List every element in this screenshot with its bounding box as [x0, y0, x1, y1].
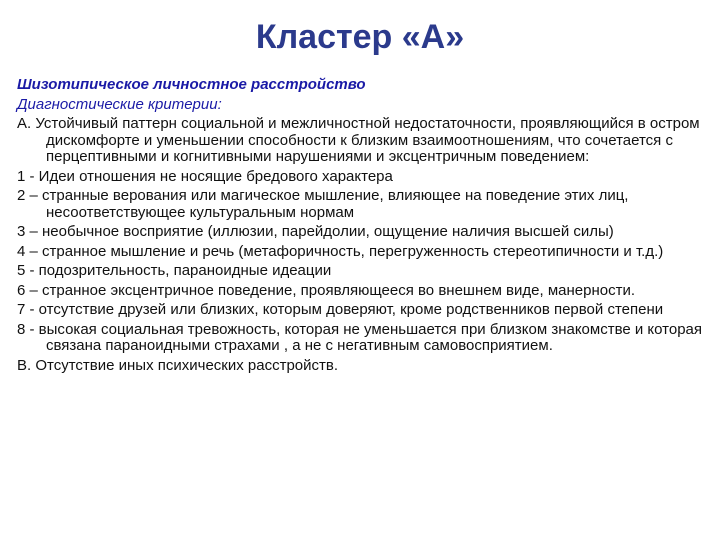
criterion-7: 7 - отсутствие друзей или близких, которым доверяют, кроме родственников первой степени [17, 301, 664, 318]
slide-title: Кластер «А» [255, 18, 465, 56]
criterion-4: 4 – странное мышление и речь (метафоричность, перегруженность стереотипичности и т.д.) [17, 242, 664, 260]
criterion-2: 2 – странные верования или магическое мышление, влияющее на поведение этих лиц, несоответствующее культуральным нормам [17, 187, 629, 221]
criterion-6: 6 – странное эксцентричное поведение, проявляющееся во внешнем виде, манерности. [17, 281, 635, 299]
criterion-8: 8 - высокая социальная тревожность, которая не уменьшается при близком знакомстве и которая связана параноидными страхами , а не с негативным самовосприятием. [17, 320, 703, 354]
criterion-5: 5 - подозрительность, параноидные идеации [17, 262, 332, 279]
criterion-b: В. Отсутствие иных психических расстройств. [17, 356, 339, 374]
disorder-name: Шизотипическое личностное расстройство [17, 76, 366, 93]
criteria-list [17, 116, 707, 377]
criterion-3: 3 – необычное восприятие (иллюзии, парейдолии, ощущение наличия высшей силы) [17, 223, 614, 240]
criterion-1: 1 - Идеи отношения не носящие бредового характера [17, 167, 393, 185]
criterion-a: А. Устойчивый паттерн социальной и межличностной недостаточности, проявляющийся в остром дискомфорте и уменьшении способности к близким взаимоотношениям, что сочетается с перцептивными и когнитивными нарушениями и эксцентричным поведением: [17, 115, 700, 165]
criteria-heading: Диагностические критерии: [17, 96, 222, 113]
